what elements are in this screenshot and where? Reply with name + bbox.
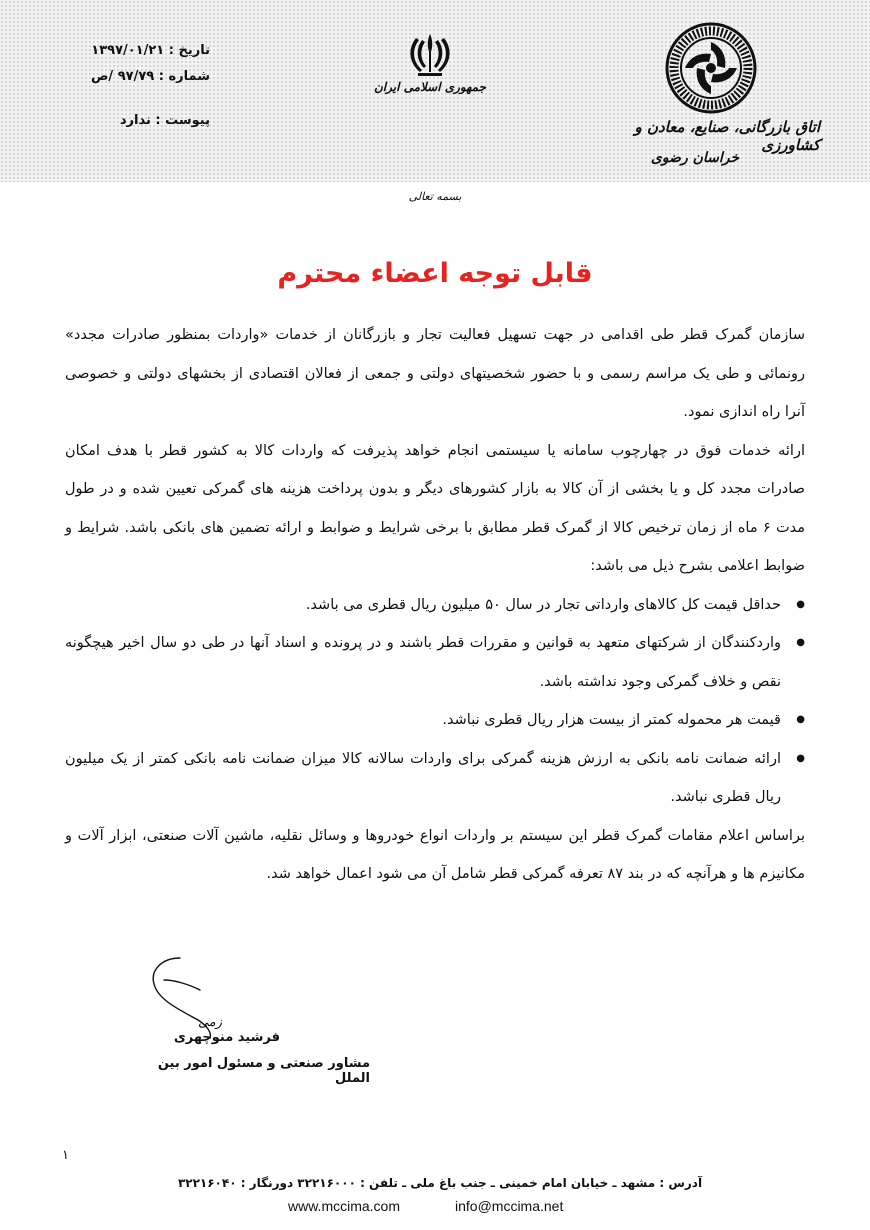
signer-name: فرشید منوچهری xyxy=(173,1030,280,1045)
iran-emblem-icon xyxy=(400,30,460,80)
letter-body xyxy=(65,316,805,894)
footer-website-link[interactable]: www.mccima.com xyxy=(288,1198,401,1214)
signer-title: مشاور صنعتی و مسئول امور بین الملل xyxy=(157,1056,370,1086)
footer-email-link[interactable]: info@mccima.net xyxy=(455,1198,564,1214)
paragraph-intro: سازمان گمرک قطر طی اقدامی در جهت تسهیل فعالیت تجار و بازرگانان از خدمات «واردات بمنظور صادرات مجدد» رونمائی و طی یک مراسم رسمی و با حضور شخصیتهای دولتی و جمعی از فعالان اقتصادی از بخشهای دولتی و خصوصی آنرا راه اندازی نمود. xyxy=(65,327,805,420)
condition-item: ● حداقل قیمت کل کالاهای وارداتی تجار در سال ۵۰ میلیون ریال قطری می باشد. xyxy=(65,586,787,625)
chamber-province: خراسان رضوی xyxy=(650,150,740,166)
emblem-caption: جمهوری اسلامی ایران xyxy=(373,80,487,94)
page-number: ۱ xyxy=(62,1148,69,1163)
chamber-name: اتاق بازرگانی، صنایع، معادن و کشاورزی xyxy=(634,118,820,154)
letter-date: تاریخ : ۱۳۹۷/۰۱/۲۱ xyxy=(91,43,210,58)
letter-title: قابل توجه اعضاء محترم xyxy=(277,258,593,289)
basmala: بسمه تعالی xyxy=(408,190,462,203)
conditions-list xyxy=(65,586,805,817)
chamber-seal-icon xyxy=(665,22,757,114)
signature-mark: زمی xyxy=(197,1015,223,1030)
letter-attachment: پیوست : ندارد xyxy=(119,113,210,128)
letter-number: شماره : ۹۷/۷۹ /ص xyxy=(90,69,210,84)
letter-meta xyxy=(70,38,210,134)
condition-item: ● واردکنندگان از شرکتهای متعهد به قوانین و مقررات قطر باشند و در پرونده و اسناد آنها در طی دو سال اخیر هیچگونه نقص و خلاف گمرکی وجود نداشته باشد. xyxy=(65,624,787,701)
condition-item: ● قیمت هر محموله کمتر از بیست هزار ریال قطری نباشد. xyxy=(65,701,787,740)
condition-item: ● ارائه ضمانت نامه بانکی به ارزش هزینه گمرکی برای واردات سالانه کالا میزان ضمانت نامه بانکی کمتر از یک میلیون ریال قطری نباشد. xyxy=(65,740,787,817)
footer-address: آدرس : مشهد ـ خیابان امام خمینی ـ جنب باغ ملی ـ تلفن : ۳۲۲۱۶۰۰۰ دورنگار : ۳۲۲۱۶۰۴۰ xyxy=(177,1176,703,1190)
paragraph-conclusion: براساس اعلام مقامات گمرک قطر این سیستم بر واردات انواع خودروها و وسائل نقلیه، ماشین آلات صنعتی، ابزار آلات و مکانیزم ها و هرآنچه که در بند ۸۷ تعرفه گمرکی قطر شامل آن می شود اعمال خواهد شد. xyxy=(65,827,805,882)
paragraph-description: ارائه خدمات فوق در چهارچوب سامانه یا سیستمی انجام خواهد پذیرفت که واردات کالا به کشور قطر با هدف امکان صادرات مجدد کل و یا بخشی از آن کالا به بازار کشورهای دیگر و بدون پرداخت هزینه های گمرکی تعیین شده و در طول مدت ۶ ماه از زمان ترخیص کالا از گمرک قطر مطابق با برخی شرایط و ضوابط و ارائه تضمین های بانکی باشد. شرایط و ضوابط اعلامی بشرح ذیل می باشد: xyxy=(65,442,806,574)
